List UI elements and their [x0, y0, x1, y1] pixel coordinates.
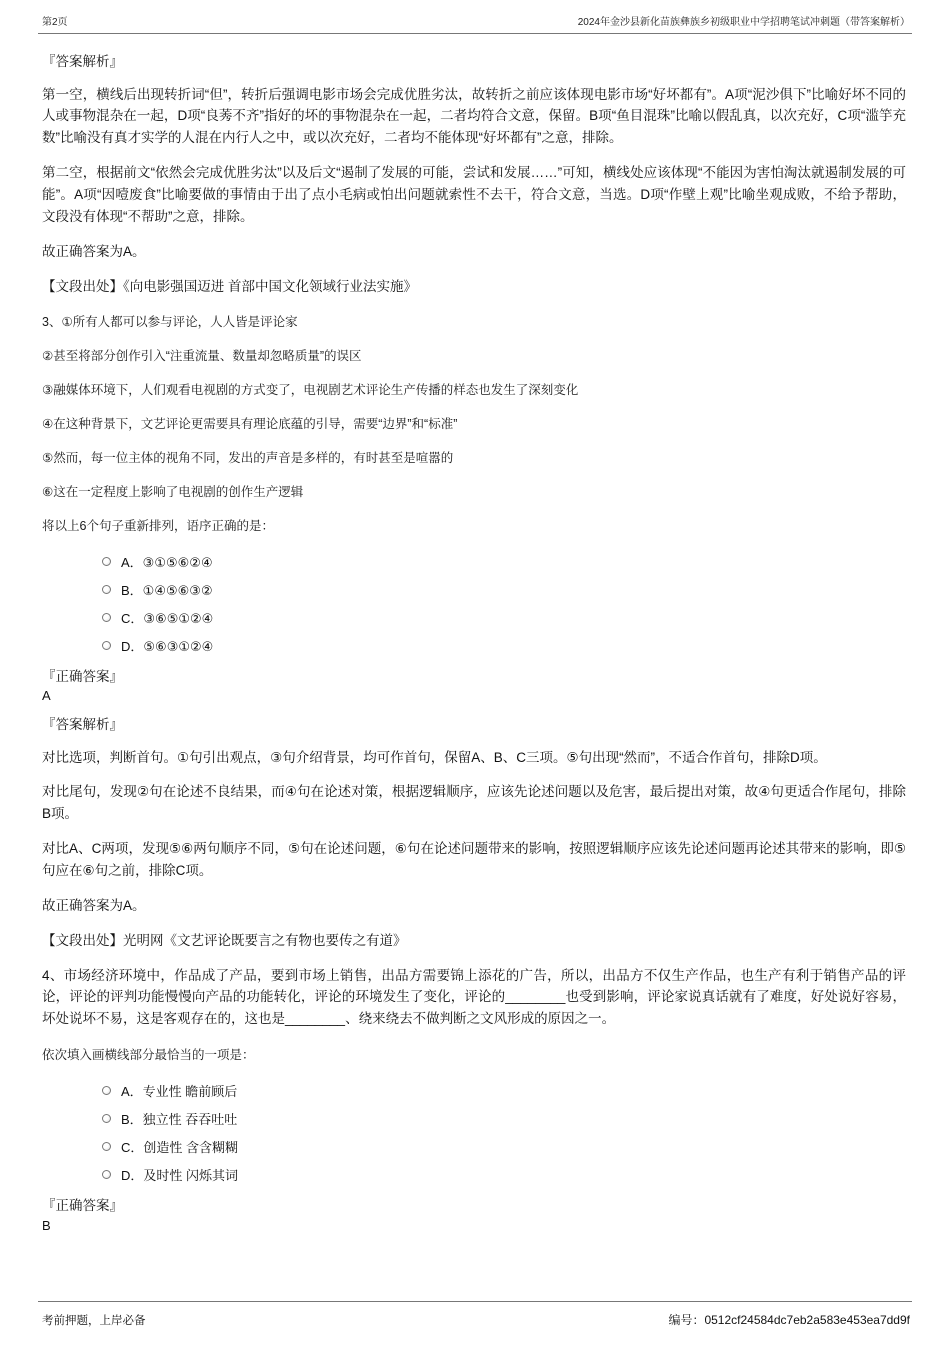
options-group	[102, 1081, 906, 1184]
footer-document-code: 编号：0512cf24584dc7eb2a583e453ea7dd9f	[668, 1313, 910, 1327]
question-line: 3、①所有人都可以参与评论，人人皆是评论家	[42, 315, 298, 330]
section-label: 『正确答案』	[42, 1198, 123, 1213]
option-row	[102, 1109, 906, 1128]
source-line: 【文段出处】光明网《文艺评论既要言之有物也要传之有道》	[42, 932, 407, 948]
answer-value: B	[42, 1217, 51, 1233]
document-title: 2024年金沙县新化苗族彝族乡初级职业中学招聘笔试冲刺题（带答案解析）	[577, 17, 910, 28]
option-label: C．③⑥⑤①②④	[121, 610, 214, 626]
section-label: 『答案解析』	[42, 54, 123, 69]
question-line: ③融媒体环境下，人们观看电视剧的方式变了，电视剧艺术评论生产传播的样态也发生了深刻变化	[42, 383, 579, 398]
option-label: D．及时性 闪烁其词	[121, 1168, 239, 1183]
option-row	[102, 552, 906, 571]
paragraph: 故正确答案为A。	[42, 243, 146, 259]
radio-button[interactable]	[102, 1086, 111, 1095]
option-label: B．独立性 吞吞吐吐	[121, 1112, 238, 1127]
option-row	[102, 580, 906, 599]
paragraph: 第二空，根据前文“依然会完成优胜劣汰”以及后文“遏制了发展的可能，尝试和发展……”可知，横线处应该体现“不能因为害怕淘汰就遏制发展的可能”。A项“因噎废食”比喻要做的事情由于出了点小毛病或怕出问题就索性不去干，符合文意，当选。D项“作壁上观”比喻坐观成败，不给予帮助，文段没有体现“不帮助”之意，排除。	[42, 165, 906, 224]
option-label: B．①④⑤⑥③②	[121, 582, 213, 598]
section-label: 『答案解析』	[42, 716, 123, 732]
option-label: C．创造性 含含糊糊	[121, 1140, 239, 1155]
document-content	[42, 42, 906, 1237]
question-line: ⑥这在一定程度上影响了电视剧的创作生产逻辑	[42, 484, 304, 499]
option-row	[102, 608, 906, 627]
question-line: 依次填入画横线部分最恰当的一项是：	[42, 1048, 255, 1063]
page-number: 第2页	[42, 17, 68, 28]
radio-button[interactable]	[102, 641, 111, 650]
source-line: 【文段出处】《向电影强国迈进 首部中国文化领域行业法实施》	[42, 278, 417, 294]
question-line: ⑤然而，每一位主体的视角不同，发出的声音是多样的，有时甚至是喧嚣的	[42, 450, 454, 465]
option-row	[102, 1165, 906, 1184]
option-row	[102, 1081, 906, 1100]
paragraph: 对比选项，判断首句。①句引出观点，③句介绍背景，均可作首句，保留A、B、C三项。⑤句出现“然而”，不适合作首句，排除D项。	[42, 749, 827, 765]
paragraph: 故正确答案为A。	[42, 897, 146, 913]
paragraph: 对比A、C两项，发现⑤⑥两句顺序不同，⑤句在论述问题，⑥句在论述问题带来的影响，按照逻辑顺序应该先论述问题再论述其带来的影响，即⑤句应在⑥句之前，排除C项。	[42, 841, 906, 878]
question-line: ④在这种背景下，文艺评论更需要具有理论底蕴的引导，需要“边界”和“标准”	[42, 417, 458, 432]
radio-button[interactable]	[102, 1170, 111, 1179]
paragraph: 第一空，横线后出现转折词“但”，转折后强调电影市场会完成优胜劣汰，故转折之前应该体现电影市场“好坏都有”。A项“泥沙俱下”比喻好坏不同的人或事物混杂在一起，D项“良莠不齐”指好的坏的事物混杂在一起，二者均符合文意，保留。B项“鱼目混珠”比喻以假乱真，以次充好，C项“滥竽充数”比喻没有真才实学的人混在内行人之中，或以次充好，二者均不能体现“好坏都有”之意，排除。	[42, 86, 906, 146]
option-row	[102, 636, 906, 655]
option-label: D．⑤⑥③①②④	[121, 638, 214, 654]
radio-button[interactable]	[102, 585, 111, 594]
radio-button[interactable]	[102, 1142, 111, 1151]
option-row	[102, 1137, 906, 1156]
section-label: 『正确答案』	[42, 668, 123, 684]
option-label: A．③①⑤⑥②④	[121, 554, 213, 570]
header-divider	[38, 33, 912, 34]
radio-button[interactable]	[102, 557, 111, 566]
option-label: A．专业性 瞻前顾后	[121, 1084, 238, 1099]
paragraph: 对比尾句，发现②句在论述不良结果，而④句在论述对策，根据逻辑顺序，应该先论述问题以及危害，最后提出对策，故④句更适合作尾句，排除B项。	[42, 784, 906, 822]
question-line: 将以上6个句子重新排列，语序正确的是：	[42, 518, 274, 533]
page-header	[42, 13, 910, 28]
radio-button[interactable]	[102, 1114, 111, 1123]
answer-value: A	[42, 688, 51, 704]
footer-divider	[38, 1301, 912, 1302]
page-footer	[42, 1311, 910, 1328]
question-line: ②甚至将部分创作引入“注重流量、数量却忽略质量”的误区	[42, 349, 362, 364]
radio-button[interactable]	[102, 613, 111, 622]
footer-slogan: 考前押题，上岸必备	[42, 1315, 146, 1327]
options-group	[102, 552, 906, 655]
paragraph: 4、市场经济环境中，作品成了产品，要到市场上销售，出品方需要锦上添花的广告，所以，出品方不仅生产作品，也生产有利于销售产品的评论，评论的评判功能慢慢向产品的功能转化，评论的环境发生了变化，评论的________也受到影响，评论家说真话就有了难度，好处说好容易，坏处说坏不易，这是客观存在的，这也是________、绕来绕去不做判断之文风形成的原因之一。	[42, 967, 906, 1027]
